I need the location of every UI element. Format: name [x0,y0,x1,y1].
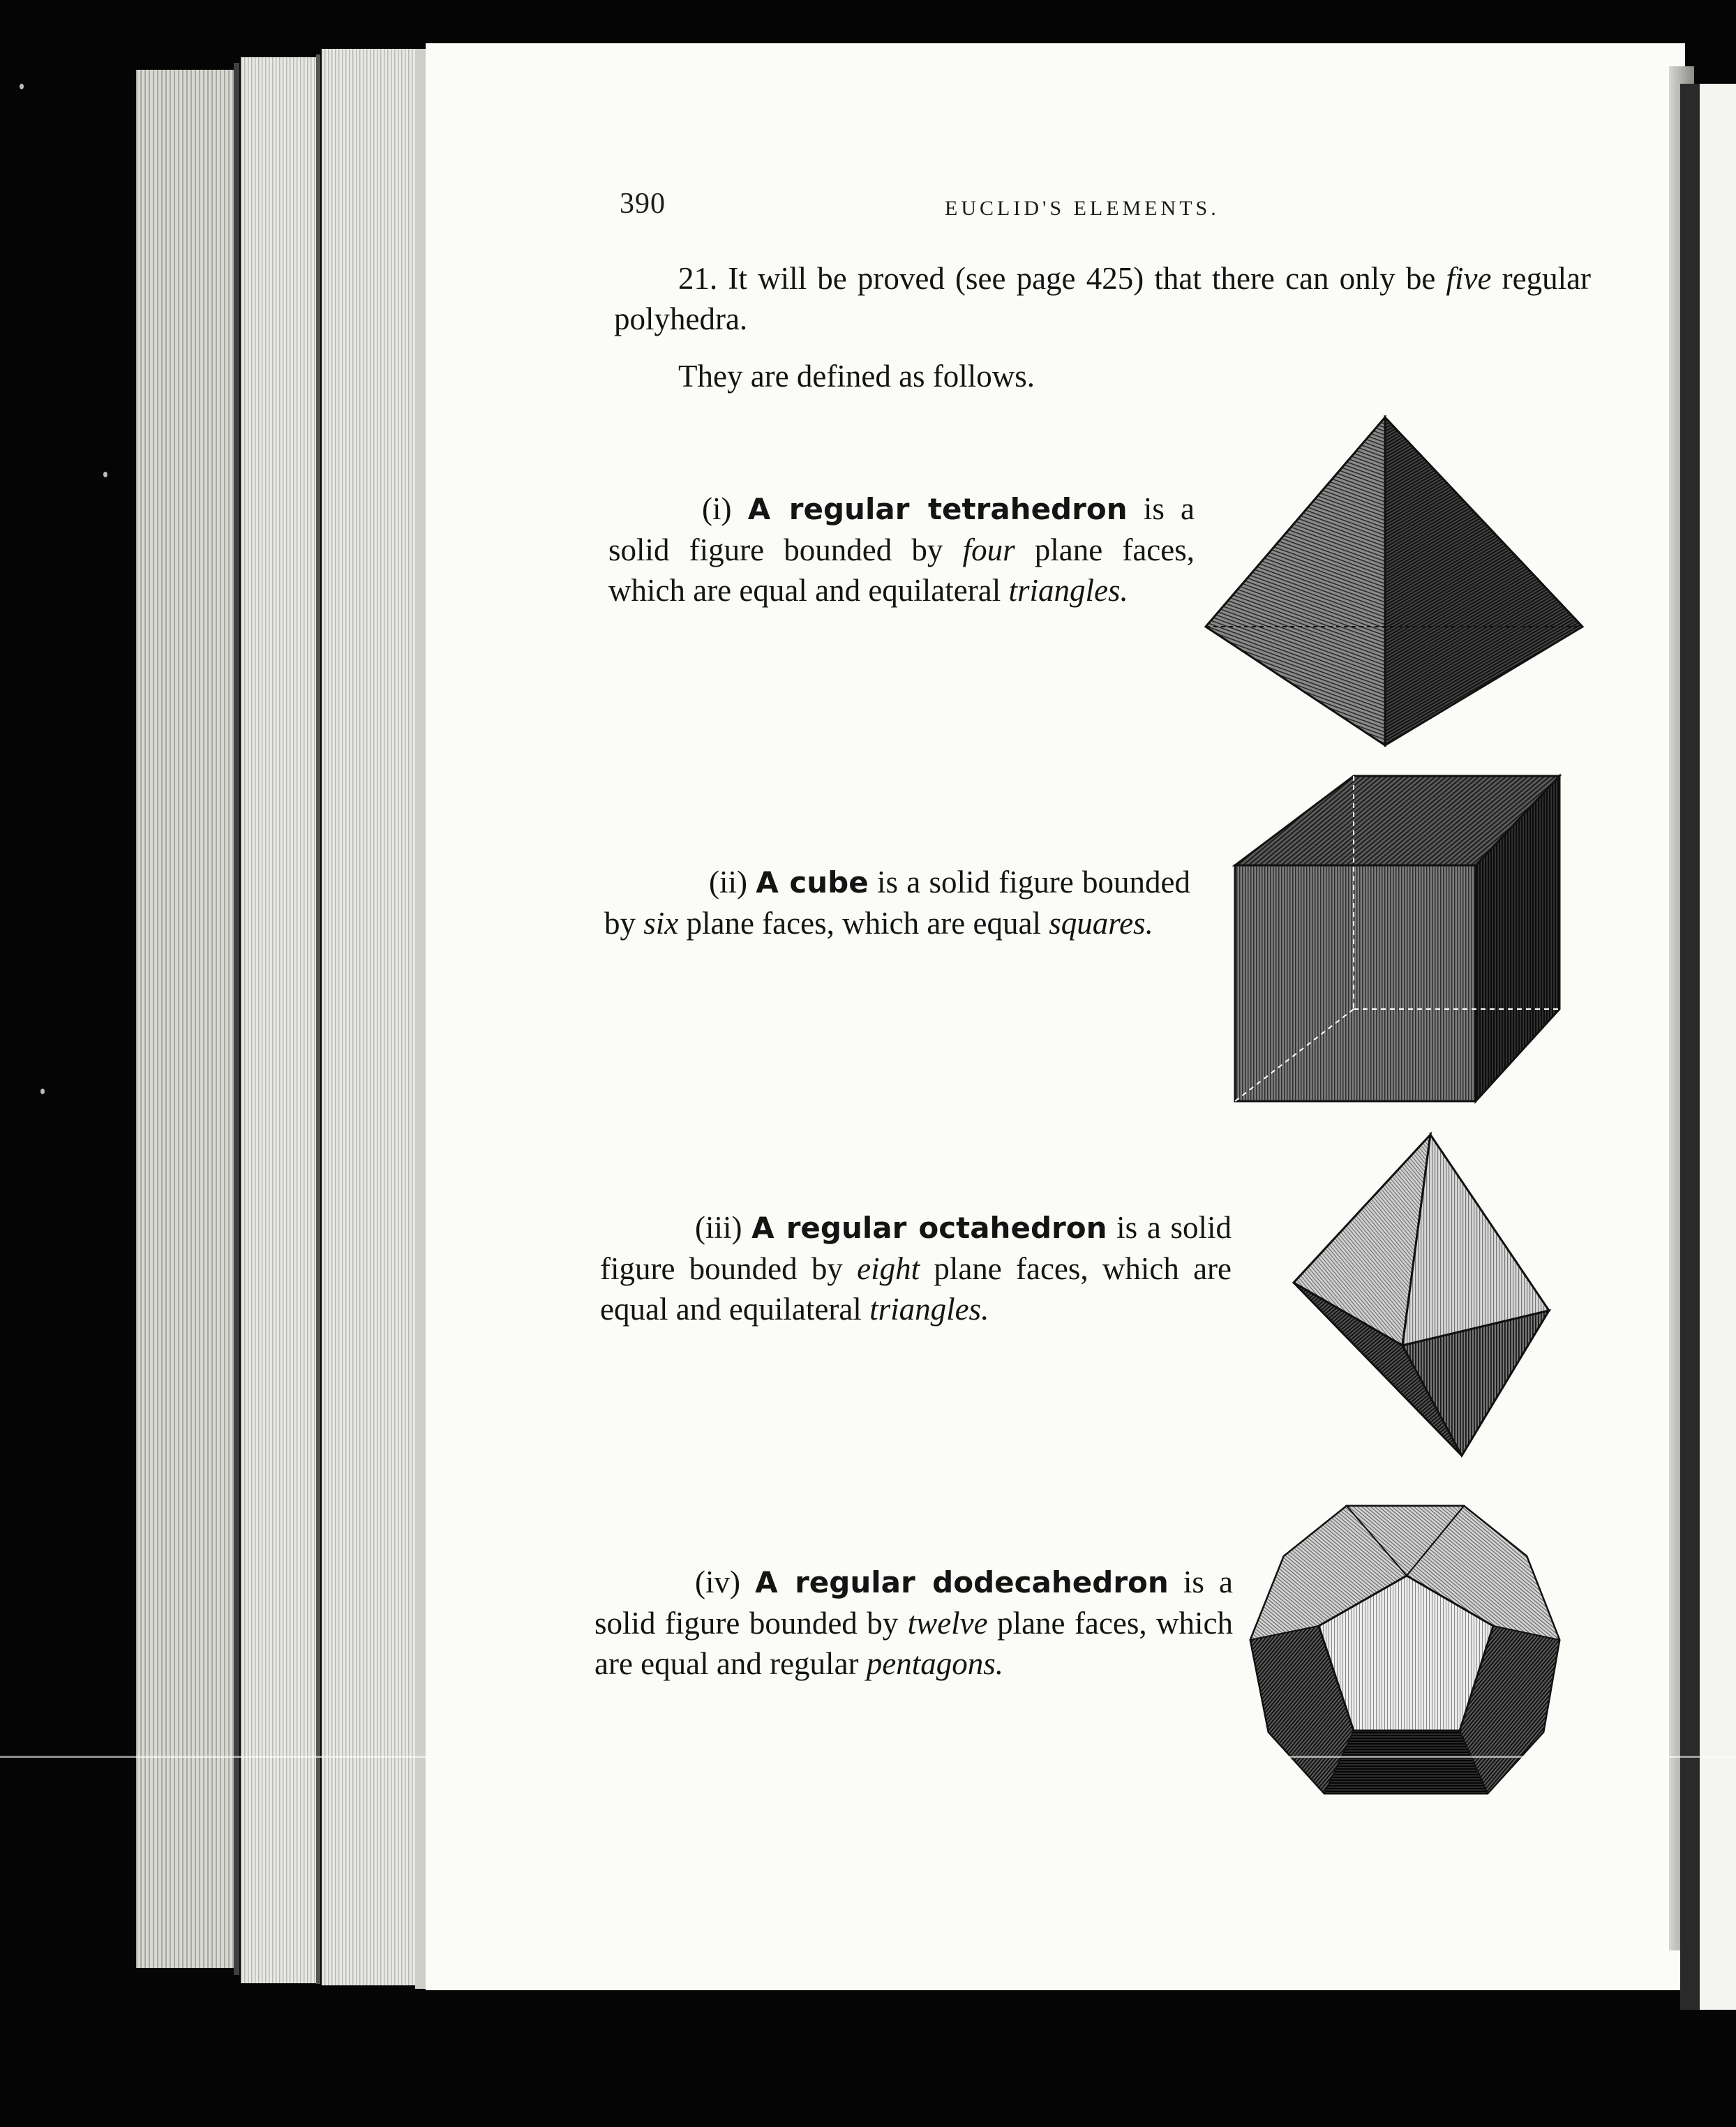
octahedron-figure [1284,1129,1556,1464]
page-number: 390 [620,188,666,220]
definition-text-b: plane faces, which are equal [686,906,1041,941]
dodecahedron-figure [1242,1500,1570,1814]
binding-edge [1680,84,1700,2010]
definition-label: (iv) [695,1565,740,1599]
definition-term: A regular dodecahedron [755,1565,1169,1599]
definition-shape: triangles. [1008,573,1128,608]
definition-term: A regular tetrahedron [747,492,1128,526]
definition-count: twelve [907,1606,988,1641]
definition-count: four [962,532,1015,567]
definition-text-b: plane faces, which are equal and equilateral [608,532,1195,608]
definition-tetrahedron [608,488,1195,611]
dust-speck [103,472,107,477]
intro-paragraph [614,258,1591,339]
definition-text-a: is a solid figure bounded by [608,491,1195,567]
definition-count: eight [857,1251,920,1286]
section-number: 21. [678,261,718,296]
definition-term: A cube [756,865,869,900]
intro-followup: They are defined as follows. [678,359,1035,394]
definition-text-b: plane faces, which are equal and regular [594,1606,1234,1681]
book-page-edges [136,49,429,1989]
facing-page-sliver [1700,84,1736,2010]
intro-text-b: regular polyhedra. [614,261,1592,336]
tetrahedron-figure [1200,412,1591,754]
cube-figure [1228,768,1570,1110]
definition-octahedron [600,1207,1232,1329]
intro-text-a: It will be proved (see page 425) that there can only be [728,261,1436,296]
dust-speck [20,84,24,89]
definition-text-b: plane faces, which are equal and equilateral [600,1251,1232,1327]
definition-cube [604,862,1190,943]
definition-text-a: is a solid figure bounded by [600,1210,1232,1286]
definition-text-a: is a solid figure bounded by [594,1565,1233,1641]
scan-artifact-line [0,1756,1736,1758]
definition-count: six [643,906,679,941]
definition-shape: pentagons. [866,1646,1004,1681]
intro-emphasis: five [1446,261,1492,296]
running-title: EUCLID'S ELEMENTS. [945,197,1220,220]
definition-label: (i) [702,491,732,526]
definition-term: A regular octahedron [751,1211,1107,1245]
definition-text-a: is a solid figure bounded by [604,865,1190,941]
dust-speck [40,1089,45,1094]
definition-shape: triangles. [869,1292,989,1327]
definition-dodecahedron [594,1562,1233,1684]
definition-shape: squares. [1049,906,1153,941]
definition-label: (iii) [695,1210,742,1245]
definition-label: (ii) [709,865,747,900]
